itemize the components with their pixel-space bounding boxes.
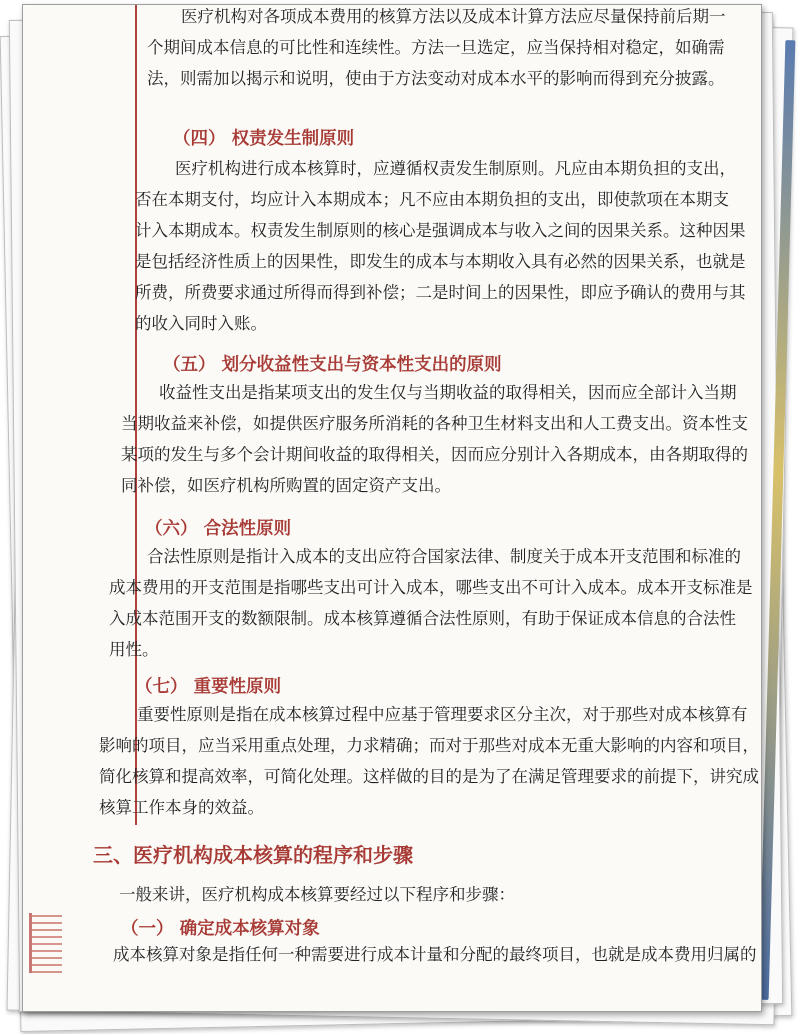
paragraph-legality [109,541,761,665]
paragraph-cost-object [113,939,761,970]
section-heading-legality: （六） 合法性原则 [145,519,292,539]
page-body [23,5,761,1011]
section-heading-materiality: （七） 重要性原则 [135,677,282,697]
text-line: 合法性原则是指计入成本的支出应符合国家法律、制度关于成本开支范围和标准的 [147,547,741,566]
text-line: 简化核算和提高效率，可简化处理。这样做的目的是为了在满足管理要求的前提下，讲究成 [99,767,759,786]
text-line: 成本费用的开支范围是指哪些支出可计入成本，哪些支出不可计入成本。成本开支标准是 [109,578,753,597]
text-line: 医疗机构对各项成本费用的核算方法以及成本计算方法应尽量保持前后期一 [181,7,726,26]
paragraph-materiality [99,699,761,823]
text-line: 入成本范围开支的数额限制。成本核算遵循合法性原则，有助于保证成本信息的合法性 [109,609,736,628]
text-line: 个期间成本信息的可比性和连续性。方法一旦选定，应当保持相对稳定，如确需 [147,38,725,57]
paragraph-consistency [147,4,761,94]
text-line: 某项的发生与多个会计期间收益的取得相关，因而应分别计入各期成本，由各期取得的 [121,445,748,464]
text-line: 计入本期成本。权责发生制原则的核心是强调成本与收入之间的因果关系。这种因果 [135,221,746,240]
text-line: 是包括经济性质上的因果性，即发生的成本与本期收入具有必然的因果关系，也就是 [135,252,746,271]
section-heading-accrual: （四） 权责发生制原则 [173,129,355,149]
text-line: 当期收益来补偿，如提供医疗服务所消耗的各种卫生材料支出和人工费支出。资本性支 [121,414,748,433]
text-line: 一般来讲，医疗机构成本核算要经过以下程序和步骤： [119,885,515,904]
chapter-heading-procedure: 三、医疗机构成本核算的程序和步骤 [93,843,413,867]
text-line: 收益性支出是指某项支出的发生仅与当期收益的取得相关，因而应全部计入当期 [159,383,737,402]
text-line: 所费，所费要求通过所得而得到补偿；二是时间上的因果性，即应予确认的费用与其 [135,283,746,302]
section-heading-revenue-capital: （五） 划分收益性支出与资本性支出的原则 [163,355,502,375]
section-heading-cost-object: （一） 确定成本核算对象 [121,919,320,939]
text-line: 用性。 [109,640,159,659]
text-line: 法，则需加以揭示和说明，使由于方法变动对成本水平的影响而得到充分披露。 [147,69,725,88]
text-line: 重要性原则是指在成本核算过程中应基于管理要求区分主次，对于那些对成本核算有 [137,705,748,724]
text-line: 影响的项目，应当采用重点处理，力求精确；而对于那些对成本无重大影响的内容和项目， [99,736,759,755]
text-line: 核算工作本身的效益。 [99,798,264,817]
text-line: 医疗机构进行成本核算时，应遵循权责发生制原则。凡应由本期负担的支出， [175,159,736,178]
paragraph-procedure-intro [119,879,761,910]
paragraph-accrual [135,153,761,339]
text-line: 的收入同时入账。 [135,314,267,333]
text-line: 否在本期支付，均应计入本期成本；凡不应由本期负担的支出，即使款项在本期支 [135,190,729,209]
text-line: 同补偿，如医疗机构所购置的固定资产支出。 [121,476,451,495]
document-page [22,4,762,1012]
text-line: 成本核算对象是指任何一种需要进行成本计量和分配的最终项目，也就是成本费用归属的 [113,945,757,964]
paragraph-revenue-capital [121,377,761,501]
